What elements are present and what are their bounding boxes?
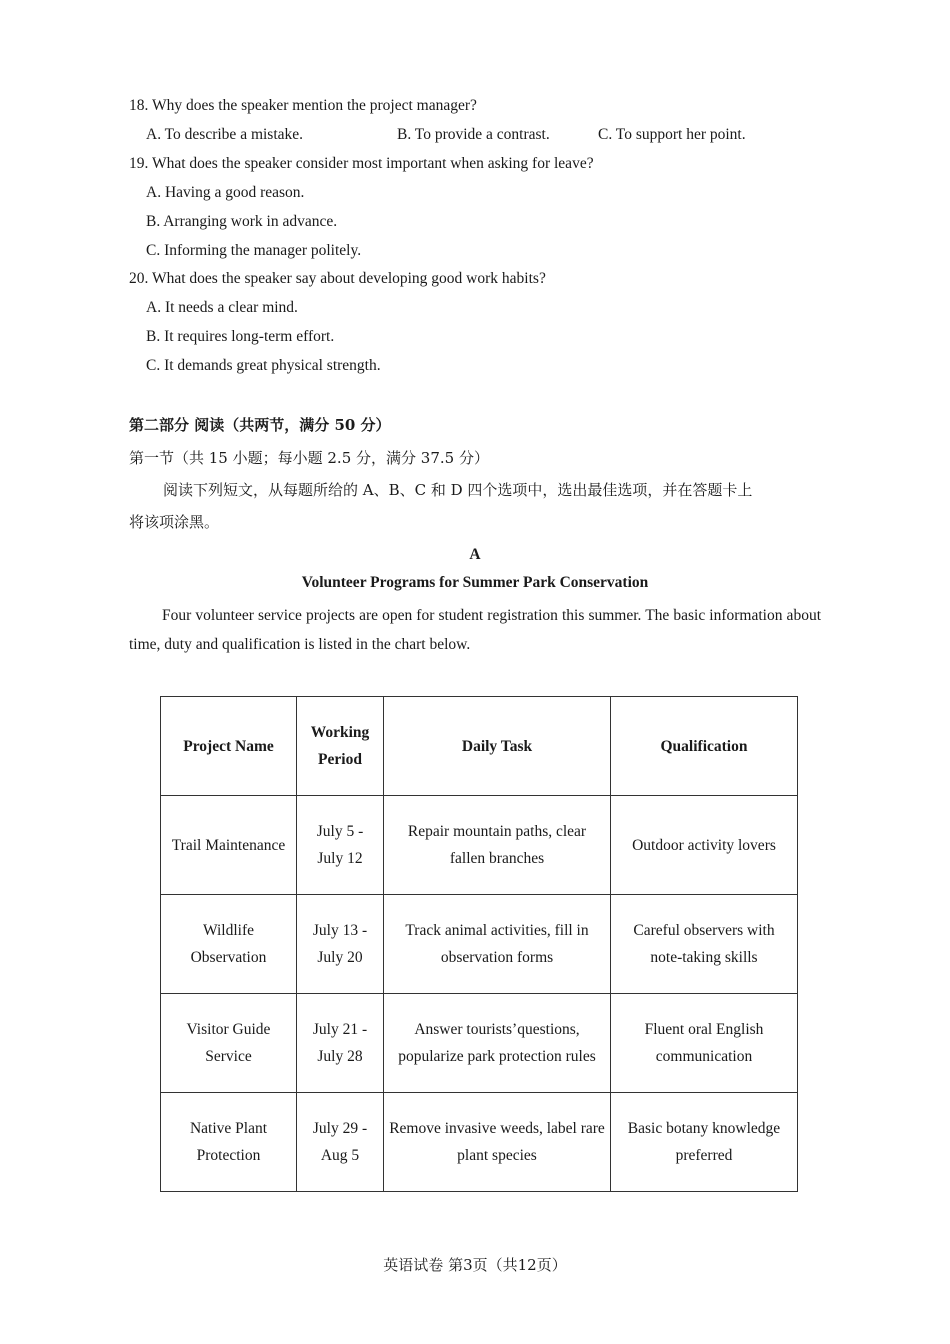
cell-daily-task: Remove invasive weeds, label rare plant species <box>384 1093 611 1192</box>
header-working-period: Working Period <box>297 697 384 796</box>
section1-heading: 第一节（共 15 小题；每小题 2.5 分，满分 37.5 分） <box>129 449 489 467</box>
cell-project-name: Trail Maintenance <box>161 796 297 895</box>
instruction-line-2: 将该项涂黑。 <box>129 513 220 531</box>
cell-qualification: Careful observers with note-taking skills <box>611 895 798 994</box>
question-18-option-a: A. To describe a mistake. <box>146 126 304 143</box>
cell-qualification: Outdoor activity lovers <box>611 796 798 895</box>
cell-working-period: July 13 - July 20 <box>297 895 384 994</box>
question-19-option-c: C. Informing the manager politely. <box>146 242 362 259</box>
programs-table <box>160 696 798 1192</box>
question-20-option-b: B. It requires long-term effort. <box>146 328 335 345</box>
instruction-line-1: 阅读下列短文，从每题所给的 A、B、C 和 D 四个选项中，选出最佳选项，并在答题卡上 <box>163 481 753 499</box>
question-18-option-b: B. To provide a contrast. <box>397 126 550 143</box>
question-20-option-c: C. It demands great physical strength. <box>146 357 381 374</box>
page-footer: 英语试卷 第3页（共12页） <box>383 1256 567 1274</box>
table-row <box>161 994 798 1093</box>
passage-intro: Four volunteer service projects are open for student registration this summer. The basic information about time, duty and qualification is listed in the chart below. <box>129 607 821 653</box>
part2-heading: 第二部分 阅读（共两节，满分 50 分） <box>129 416 391 434</box>
header-daily-task: Daily Task <box>384 697 611 796</box>
question-20-stem: 20. What does the speaker say about developing good work habits? <box>129 270 546 287</box>
header-project-name: Project Name <box>161 697 297 796</box>
header-qualification: Qualification <box>611 697 798 796</box>
cell-working-period: July 21 - July 28 <box>297 994 384 1093</box>
cell-project-name: Native Plant Protection <box>161 1093 297 1192</box>
cell-daily-task: Repair mountain paths, clear fallen branches <box>384 796 611 895</box>
cell-working-period: July 5 - July 12 <box>297 796 384 895</box>
cell-daily-task: Answer tourists’questions, popularize park protection rules <box>384 994 611 1093</box>
passage-title: Volunteer Programs for Summer Park Conservation <box>301 574 649 591</box>
cell-project-name: Visitor Guide Service <box>161 994 297 1093</box>
cell-qualification: Basic botany knowledge preferred <box>611 1093 798 1192</box>
passage-letter: A <box>469 546 481 563</box>
cell-daily-task: Track animal activities, fill in observation forms <box>384 895 611 994</box>
question-19-option-b: B. Arranging work in advance. <box>146 213 338 230</box>
cell-working-period: July 29 - Aug 5 <box>297 1093 384 1192</box>
cell-project-name: Wildlife Observation <box>161 895 297 994</box>
cell-qualification: Fluent oral English communication <box>611 994 798 1093</box>
question-18-stem: 18. Why does the speaker mention the project manager? <box>129 97 477 114</box>
question-20-option-a: A. It needs a clear mind. <box>146 299 298 316</box>
question-19-stem: 19. What does the speaker consider most important when asking for leave? <box>129 155 594 172</box>
table-row <box>161 796 798 895</box>
table-row <box>161 895 798 994</box>
question-19-option-a: A. Having a good reason. <box>146 184 305 201</box>
table-row <box>161 1093 798 1192</box>
table-header-row <box>161 697 798 796</box>
question-18-option-c: C. To support her point. <box>598 126 746 143</box>
